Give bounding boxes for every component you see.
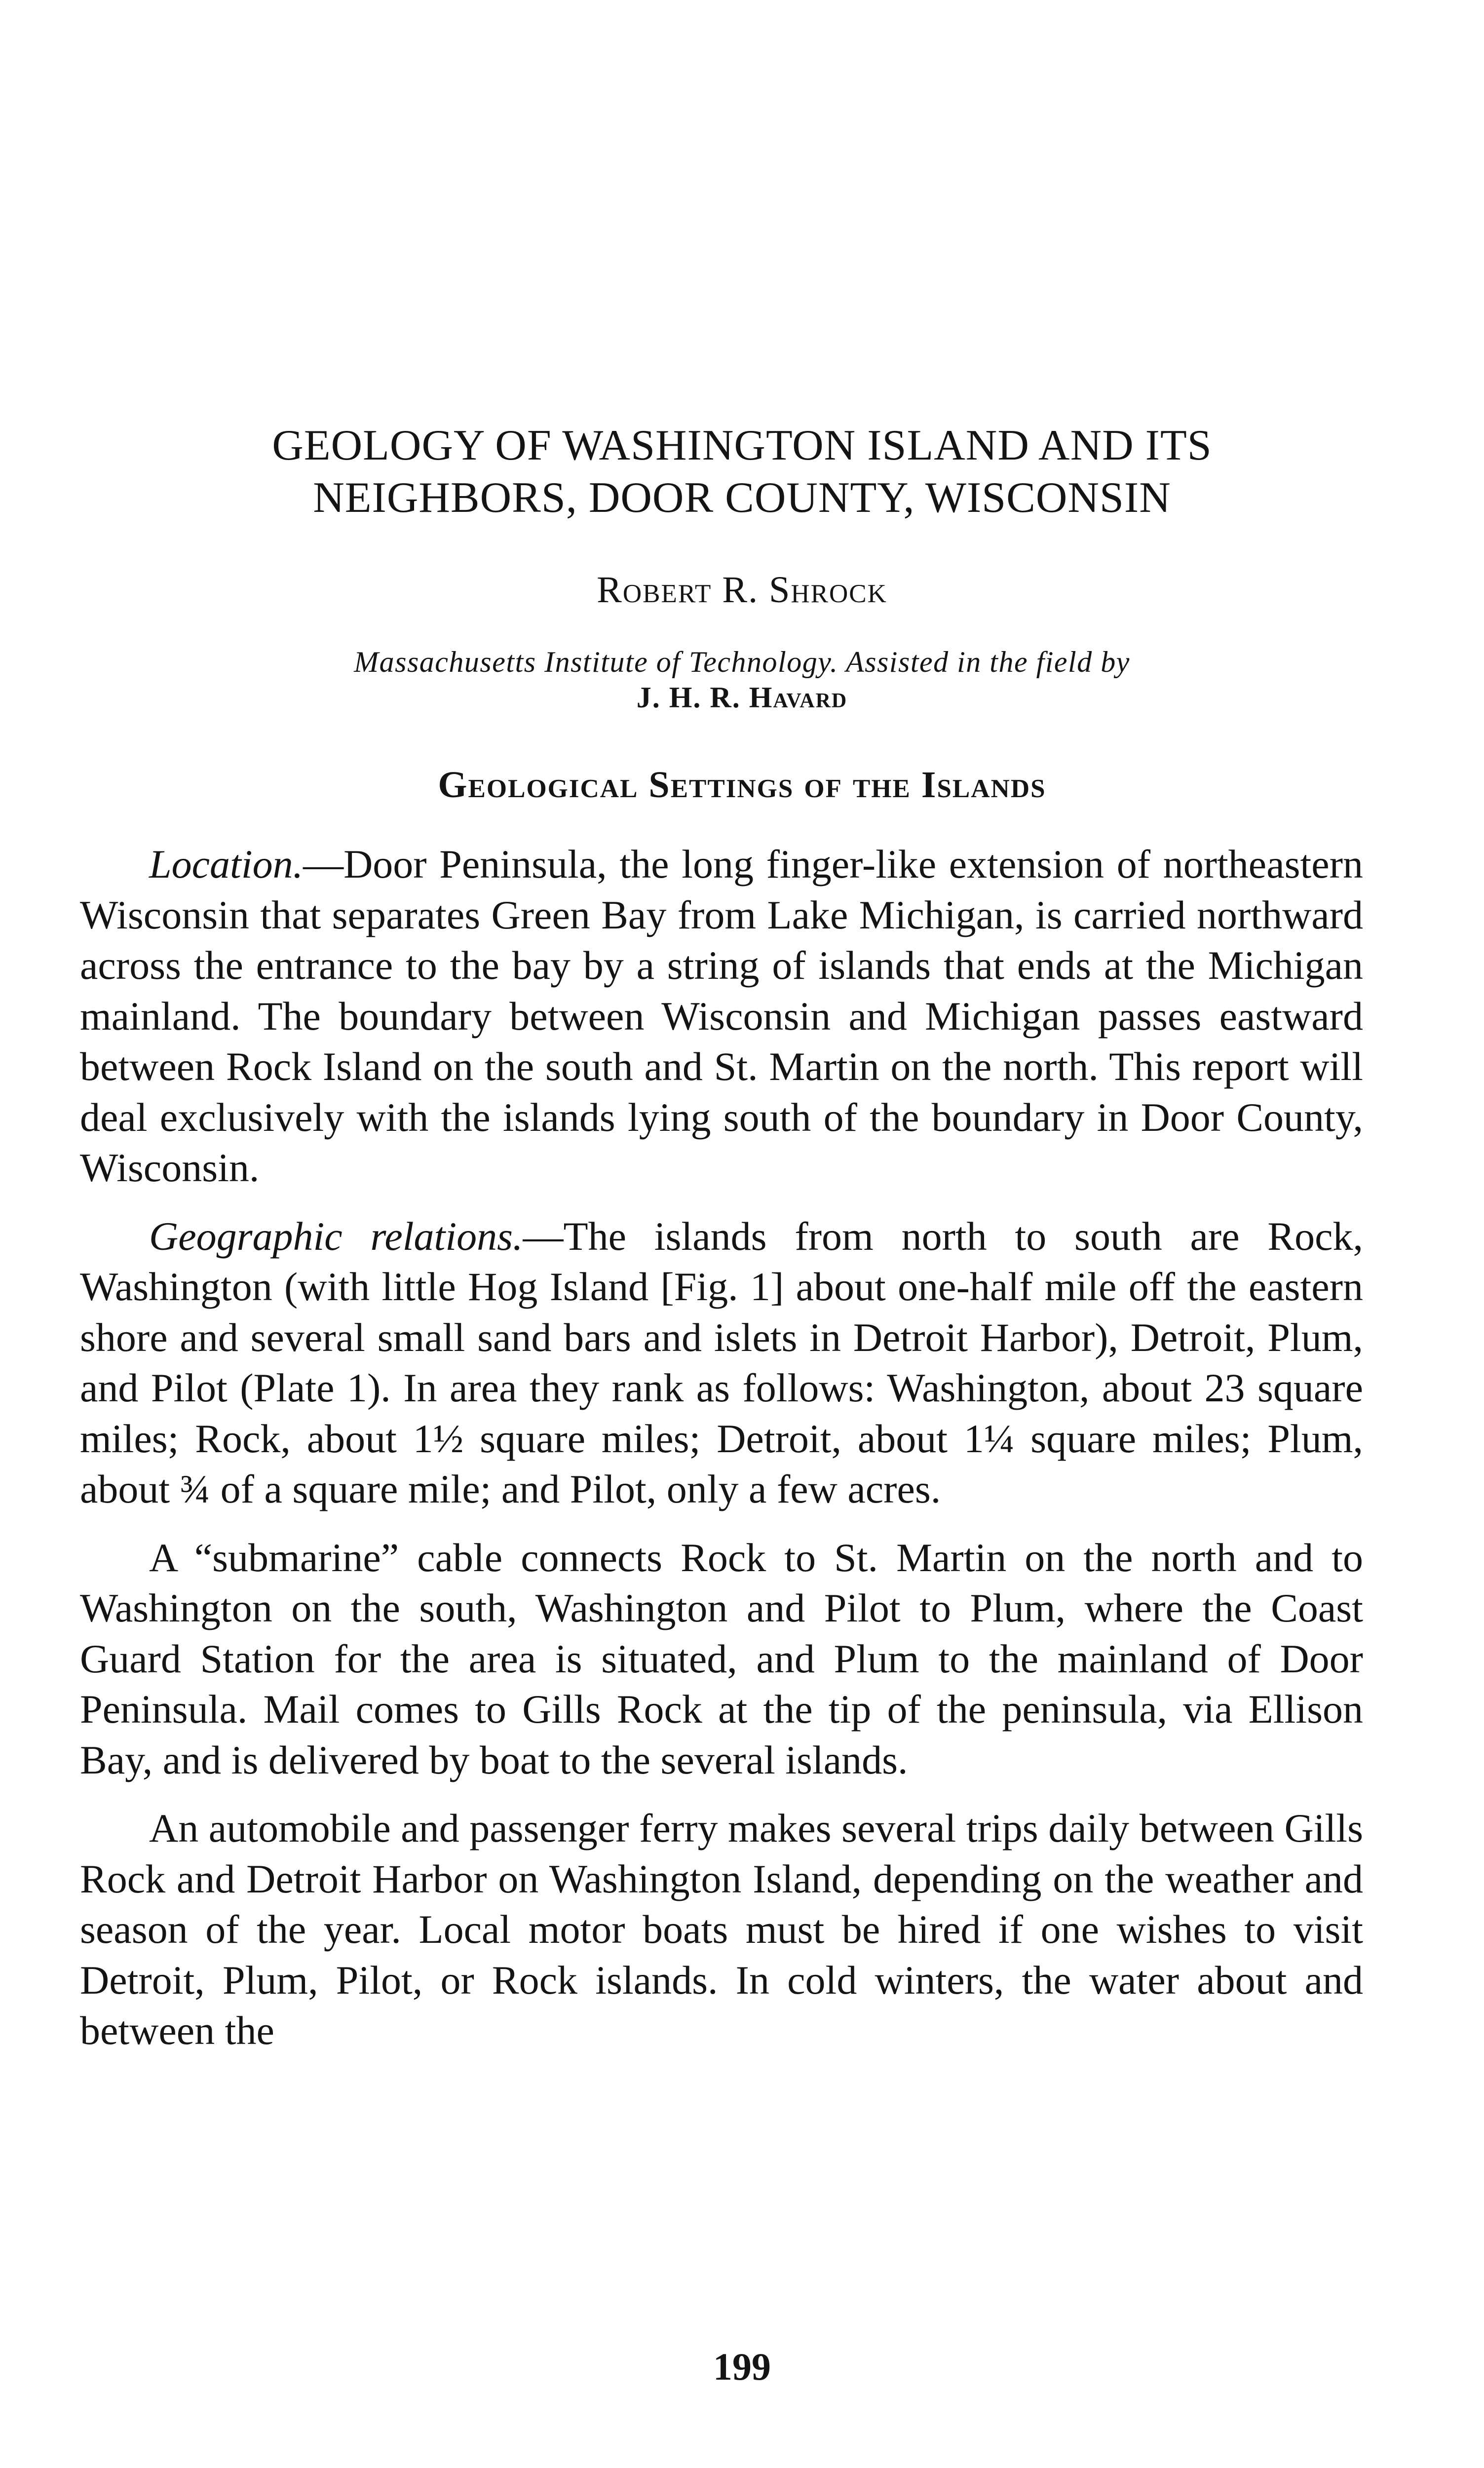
author-name: Robert R. Shrock — [597, 569, 887, 611]
paragraph-location — [80, 839, 1363, 1194]
paragraph-geographic-relations — [80, 1211, 1363, 1515]
paragraph-text: —Door Peninsula, the long finger-like extension of northeastern Wisconsin that separates Green Bay from Lake Michigan, is carried northward across the entrance to the bay by a string of islands that ends at the Michigan mainland. The boundary between Wisconsin and Michigan passes eastward between Rock Island on the south and St. Martin on the north. This report will deal exclusively with the islands lying south of the boundary in Door County, Wisconsin. — [80, 842, 1363, 1190]
paragraph-submarine-cable — [80, 1533, 1363, 1786]
page-number: 199 — [713, 2345, 771, 2388]
article-title-line-2: NEIGHBORS, DOOR COUNTY, WISCONSIN — [313, 474, 1171, 522]
author-affiliation — [148, 644, 1336, 715]
paragraph-text: —The islands from north to south are Rock, Washington (with little Hog Island [Fig. 1] about one-half mile off the eastern shore and several small sand bars and islets in Detroit Harbor), Detroit, Plum, and Pilot (Plate 1). In area they rank as follows: Washington, about 23 square miles; Rock, about 1½ square miles; Detroit, about 1¼ square miles; Plum, about ¾ of a square mile; and Pilot, only a few acres. — [80, 1213, 1363, 1511]
article-title — [79, 420, 1405, 524]
paragraph-text: An automobile and passenger ferry makes several trips daily between Gills Rock and Detroit Harbor on Washington Island, depending on the weather and season of the year. Local motor boats must be hired if one wishes to visit Detroit, Plum, Pilot, or Rock islands. In cold winters, the water about and between the — [80, 1806, 1363, 2053]
paragraph-text: A “submarine” cable connects Rock to St. Martin on the north and to Washington on the south, Washington and Pilot to Plum, where the Coast Guard Station for the area is situated, and Plum to the mainland of Door Peninsula. Mail comes to Gills Rock at the tip of the peninsula, via Ellison Bay, and is delivered by boat to the several islands. — [80, 1535, 1363, 1782]
body-text — [80, 839, 1363, 2056]
affiliation-line: Massachusetts Institute of Technology. Assisted in the field by — [354, 646, 1130, 678]
paragraph-runin-heading: Location. — [149, 842, 304, 887]
paragraph-ferry — [80, 1803, 1363, 2056]
article-title-line-1: GEOLOGY OF WASHINGTON ISLAND AND ITS — [272, 422, 1212, 469]
assistant-name: J. H. R. Havard — [636, 681, 848, 714]
section-heading: Geological Settings of the Islands — [438, 764, 1046, 806]
paragraph-runin-heading: Geographic relations. — [149, 1213, 523, 1259]
